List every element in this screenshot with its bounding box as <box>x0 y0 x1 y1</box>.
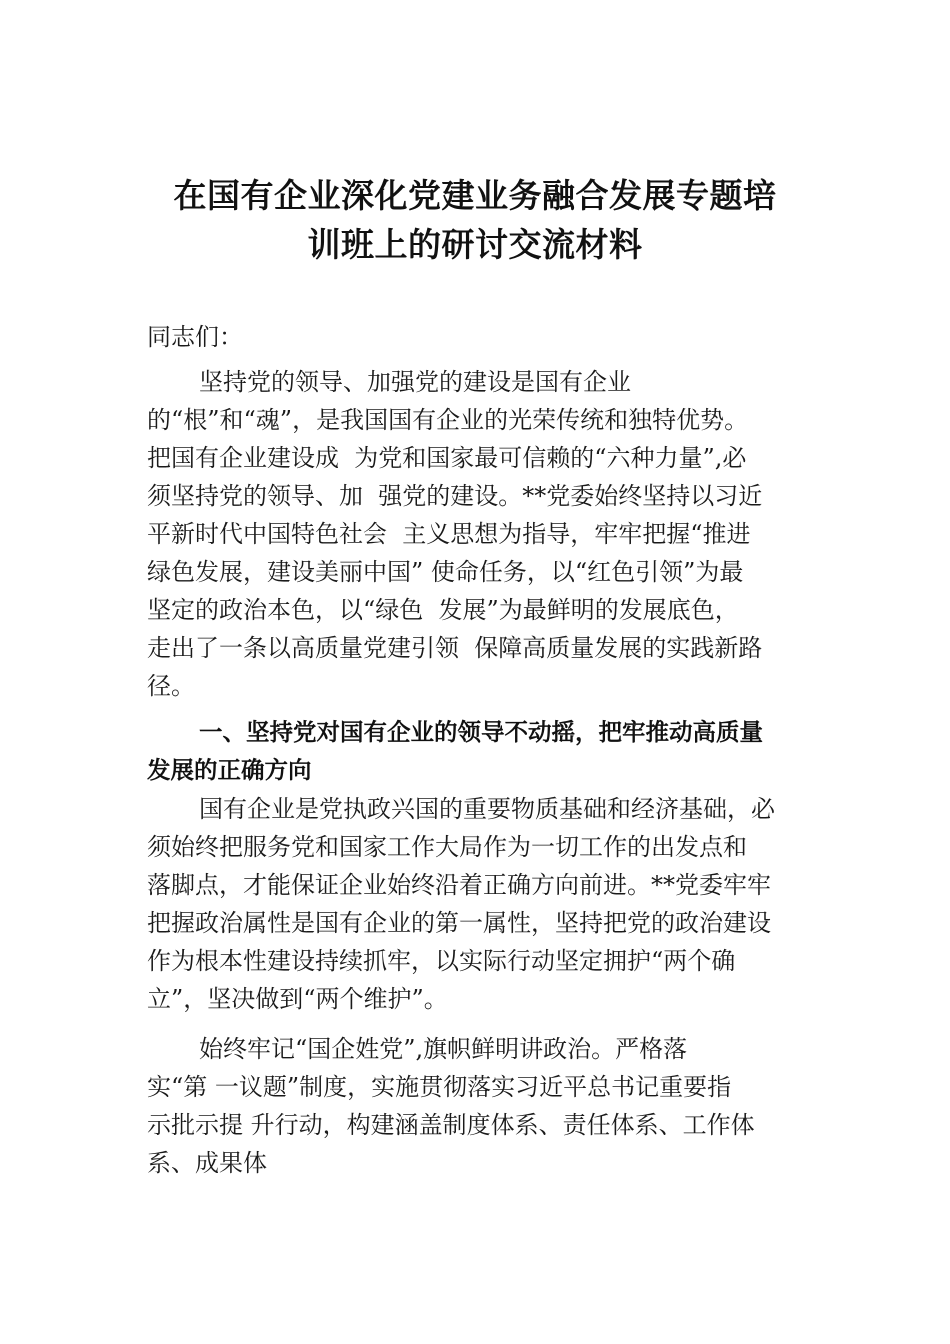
paragraph-2-line: 作为根本性建设持续抓牢，以实际行动坚定拥护“两个确 <box>147 947 736 975</box>
paragraph-1-line: 把国有企业建设成 为党和国家最可信赖的“六种力量”,必 <box>147 444 747 472</box>
paragraph-1-line: 径。 <box>147 672 195 700</box>
section-heading-1: 一、坚持党对国有企业的领导不动摇，把牢推动高质量 <box>199 718 763 746</box>
document-title-line-1: 在国有企业深化党建业务融合发展专题培 <box>173 176 777 215</box>
paragraph-2-line: 把握政治属性是国有企业的第一属性，坚持把党的政治建设 <box>147 909 771 937</box>
paragraph-1-line: 平新时代中国特色社会 主义思想为指导，牢牢把握“推进 <box>147 520 751 548</box>
paragraph-1-line: 走出了一条以高质量党建引领 保障高质量发展的实践新路 <box>147 634 763 662</box>
paragraph-1-line: 坚定的政治本色，以“绿色 发展”为最鲜明的发展底色， <box>147 596 739 624</box>
paragraph-3-line: 示批示提 升行动，构建涵盖制度体系、责任体系、工作体 <box>147 1111 755 1139</box>
paragraph-2-line: 落脚点，才能保证企业始终沿着正确方向前进。**党委牢牢 <box>147 871 771 899</box>
paragraph-1-line: 绿色发展，建设美丽中国” 使命任务，以“红色引领”为最 <box>147 558 744 586</box>
paragraph-2-line: 立”，坚决做到“两个维护”。 <box>147 985 448 1013</box>
paragraph-3-line: 实“第 一议题”制度，实施贯彻落实习近平总书记重要指 <box>147 1073 732 1101</box>
paragraph-3-line: 系、成果体 <box>147 1149 267 1177</box>
paragraph-1-line: 须坚持党的领导、加 强党的建设。**党委始终坚持以习近 <box>147 482 763 510</box>
paragraph-1-line: 坚持党的领导、加强党的建设是国有企业 <box>199 368 631 396</box>
section-heading-1: 发展的正确方向 <box>147 756 312 784</box>
paragraph-1-line: 的“根”和“魂”，是我国国有企业的光荣传统和独特优势。 <box>147 406 749 434</box>
salutation: 同志们： <box>147 323 243 351</box>
paragraph-3-line: 始终牢记“国企姓党”,旗帜鲜明讲政治。严格落 <box>199 1035 688 1063</box>
paragraph-2-line: 国有企业是党执政兴国的重要物质基础和经济基础，必 <box>199 795 775 823</box>
document-title-line-2: 训班上的研讨交流材料 <box>307 225 643 264</box>
paragraph-2-line: 须始终把服务党和国家工作大局作为一切工作的出发点和 <box>147 833 747 861</box>
